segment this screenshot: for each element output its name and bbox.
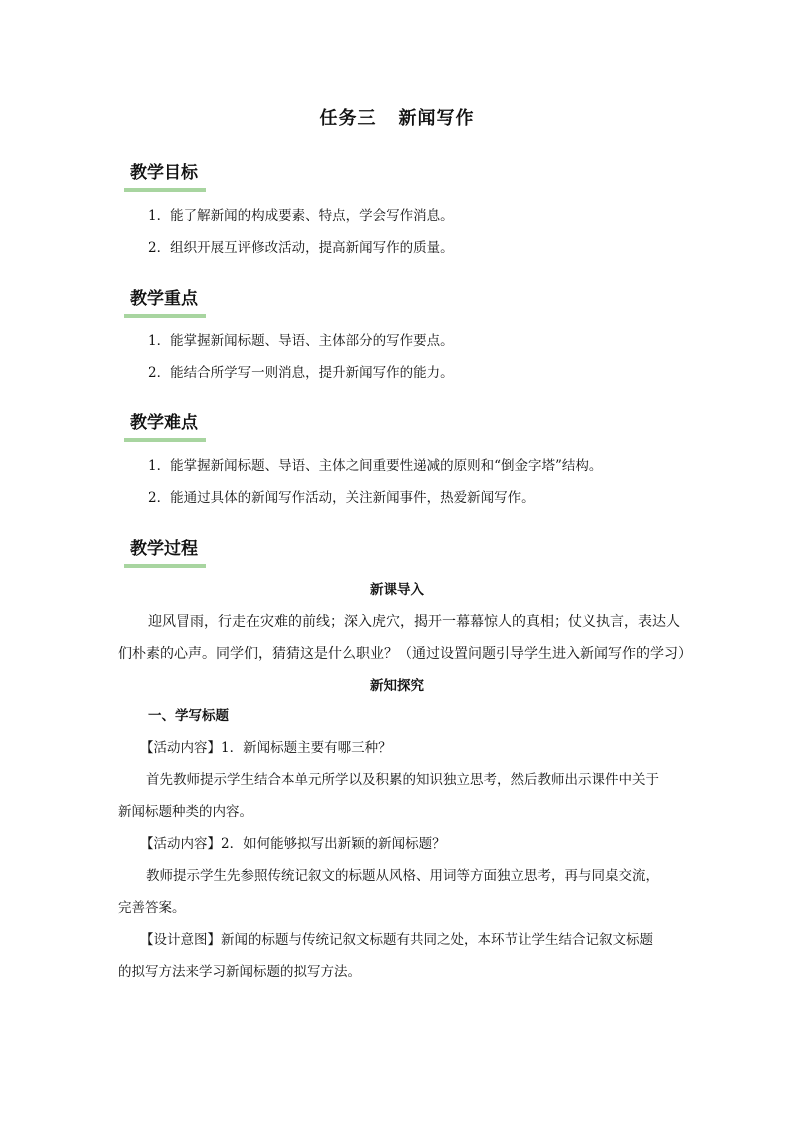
design-intent-line: 的拟写方法来学习新闻标题的拟写方法。 (118, 964, 361, 980)
page-title (0, 104, 794, 130)
difficulty-item: 2．能通过具体的新闻写作活动，关注新闻事件，热爱新闻写作。 (148, 490, 535, 506)
activity-desc-line: 首先教师提示学生结合本单元所学以及积累的知识独立思考，然后教师出示课件中关于 (146, 772, 659, 788)
section-heading-key-points: 教学重点 (124, 286, 206, 318)
explore-title: 新知探究 (370, 678, 424, 694)
activity-desc-line: 完善答案。 (118, 900, 186, 916)
section-heading-process: 教学过程 (124, 536, 206, 568)
intro-paragraph-line: 们朴素的心声。同学们，猜猜这是什么职业？（通过设置问题引导学生进入新闻写作的学习） (118, 646, 692, 662)
activity-desc-line: 新闻标题种类的内容。 (118, 804, 253, 820)
intro-paragraph-line: 迎风冒雨，行走在灾难的前线；深入虎穴，揭开一幕幕惊人的真相；仗义执言，表达人 (148, 614, 680, 630)
key-point-item: 2．能结合所学写一则消息，提升新闻写作的能力。 (148, 365, 454, 381)
design-intent-line: 【设计意图】新闻的标题与传统记叙文标题有共同之处，本环节让学生结合记叙文标题 (140, 932, 653, 948)
subheading-titles: 一、学写标题 (148, 708, 229, 724)
title-task: 任务三 (319, 108, 377, 129)
activity-content: 【活动内容】2．如何能够拟写出新颖的新闻标题？ (140, 836, 446, 852)
section-heading-objectives: 教学目标 (124, 160, 206, 192)
activity-desc-line: 教师提示学生先参照传统记叙文的标题从风格、用词等方面独立思考，再与同桌交流， (146, 868, 659, 884)
difficulty-item: 1．能掌握新闻标题、导语、主体之间重要性递减的原则和“倒金字塔”结构。 (148, 458, 603, 474)
key-point-item: 1．能掌握新闻标题、导语、主体部分的写作要点。 (148, 333, 454, 349)
title-topic: 新闻写作 (398, 108, 475, 129)
intro-title: 新课导入 (370, 582, 424, 598)
objective-item: 1．能了解新闻的构成要素、特点，学会写作消息。 (148, 208, 454, 224)
activity-content: 【活动内容】1．新闻标题主要有哪三种？ (140, 740, 392, 756)
section-heading-difficulties: 教学难点 (124, 410, 206, 442)
objective-item: 2．组织开展互评修改活动，提高新闻写作的质量。 (148, 240, 454, 256)
